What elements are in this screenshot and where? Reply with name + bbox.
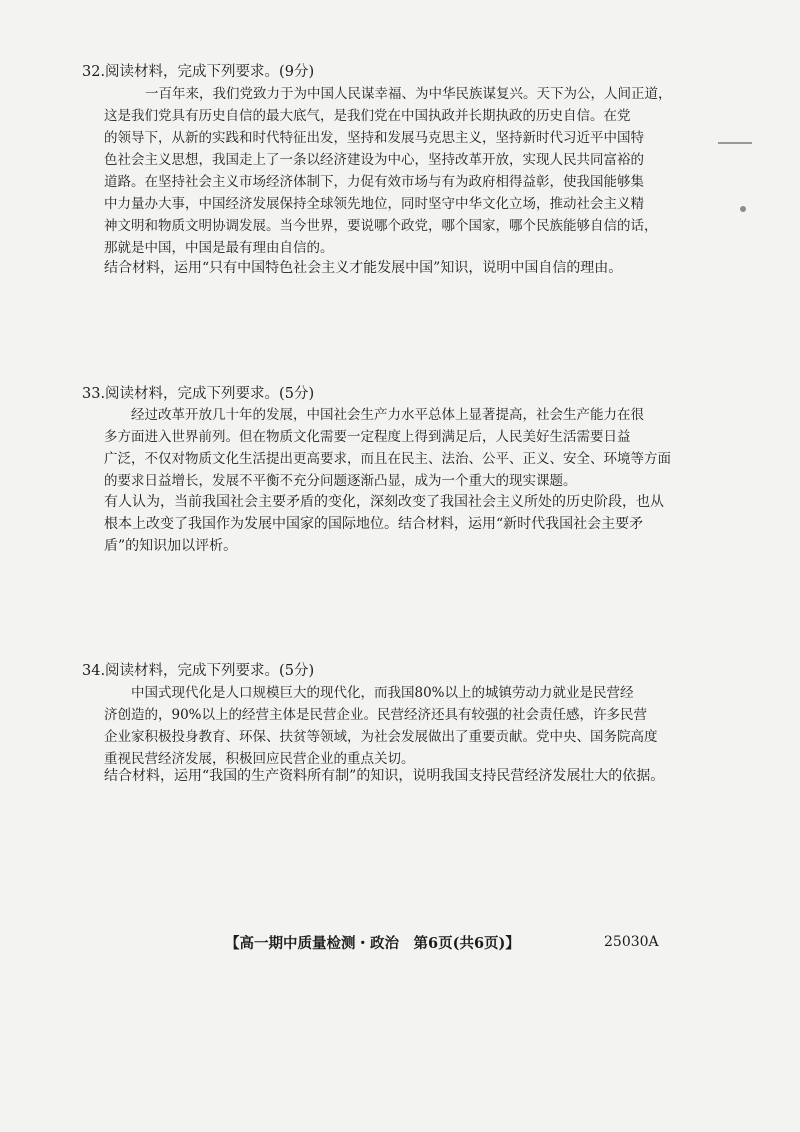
q34-material-line: 中国式现代化是人口规模巨大的现代化，而我国80%以上的城镇劳动力就业是民营经 (131, 685, 634, 701)
q33-task-line: 根本上改变了我国作为发展中国家的国际地位。结合材料，运用“新时代我国社会主要矛 (104, 516, 644, 532)
q32-header: 32.阅读材料，完成下列要求。(9分) (82, 64, 315, 80)
q33-header: 33.阅读材料，完成下列要求。(5分) (82, 386, 315, 402)
q32-material-line: 一百年来，我们党致力于为中国人民谋幸福、为中华民族谋复兴。天下为公，人间正道， (145, 86, 672, 102)
q33-material-line: 经过改革开放几十年的发展，中国社会生产力水平总体上显著提高，社会生产能力在很 (131, 407, 644, 423)
scan-dot (740, 206, 746, 212)
exam-code: 25030A (604, 934, 659, 950)
q33-material-line: 多方面进入世界前列。但在物质文化需要一定程度上得到满足后，人民美好生活需要日益 (104, 429, 631, 445)
q32-material-line: 中力量办大事，中国经济发展保持全球领先地位，同时坚守中华文化立场，推动社会主义精 (104, 196, 644, 212)
q34-material-line: 企业家积极投身教育、环保、扶贫等领域，为社会发展做出了重要贡献。党中央、国务院高度 (104, 729, 658, 745)
q34-material-line: 济创造的，90%以上的经营主体是民营企业。民营经济还具有较强的社会责任感，许多民营 (104, 707, 648, 723)
page-footer-title: 【高一期中质量检测・政治 第6页(共6页)】 (225, 935, 520, 952)
q33-task-line: 有人认为，当前我国社会主要矛盾的变化，深刻改变了我国社会主义所处的历史阶段，也从 (104, 494, 664, 510)
q32-material-line: 道路。在坚持社会主义市场经济体制下，力促有效市场与有为政府相得益彰，使我国能够集 (104, 174, 644, 190)
q33-material (104, 404, 671, 492)
q34-task (104, 765, 664, 787)
q34-material (104, 682, 664, 770)
q32-task-line: 结合材料，运用“只有中国特色社会主义才能发展中国”知识，说明中国自信的理由。 (104, 260, 623, 276)
q32-material-line: 那就是中国，中国是最有理由自信的。 (104, 240, 334, 256)
q33-task-line: 盾”的知识加以评析。 (104, 538, 238, 554)
q34-material-line: 重视民营经济发展，积极回应民营企业的重点关切。 (104, 751, 415, 767)
q32-material-line: 色社会主义思想，我国走上了一条以经济建设为中心，坚持改革开放，实现人民共同富裕的 (104, 152, 644, 168)
q32-material (104, 83, 672, 259)
q32-material-line: 神文明和物质文明协调发展。当今世界，要说哪个政党，哪个国家，哪个民族能够自信的话， (104, 218, 658, 234)
q34-header: 34.阅读材料，完成下列要求。(5分) (82, 663, 315, 679)
margin-scan-mark (718, 142, 752, 144)
q33-task (104, 491, 664, 557)
q34-task-line: 结合材料，运用“我国的生产资料所有制”的知识，说明我国支持民营经济发展壮大的依据。 (104, 768, 665, 784)
q32-task (104, 257, 664, 279)
q33-material-line: 广泛，不仅对物质文化生活提出更高要求，而且在民主、法治、公平、正义、安全、环境等方面 (104, 451, 671, 467)
q33-material-line: 的要求日益增长，发展不平衡不充分问题逐渐凸显，成为一个重大的现实课题。 (104, 473, 577, 489)
q32-material-line: 的领导下，从新的实践和时代特征出发，坚持和发展马克思主义，坚持新时代习近平中国特 (104, 130, 644, 146)
q32-material-line: 这是我们党具有历史自信的最大底气，是我们党在中国执政并长期执政的历史自信。在党 (104, 108, 631, 124)
